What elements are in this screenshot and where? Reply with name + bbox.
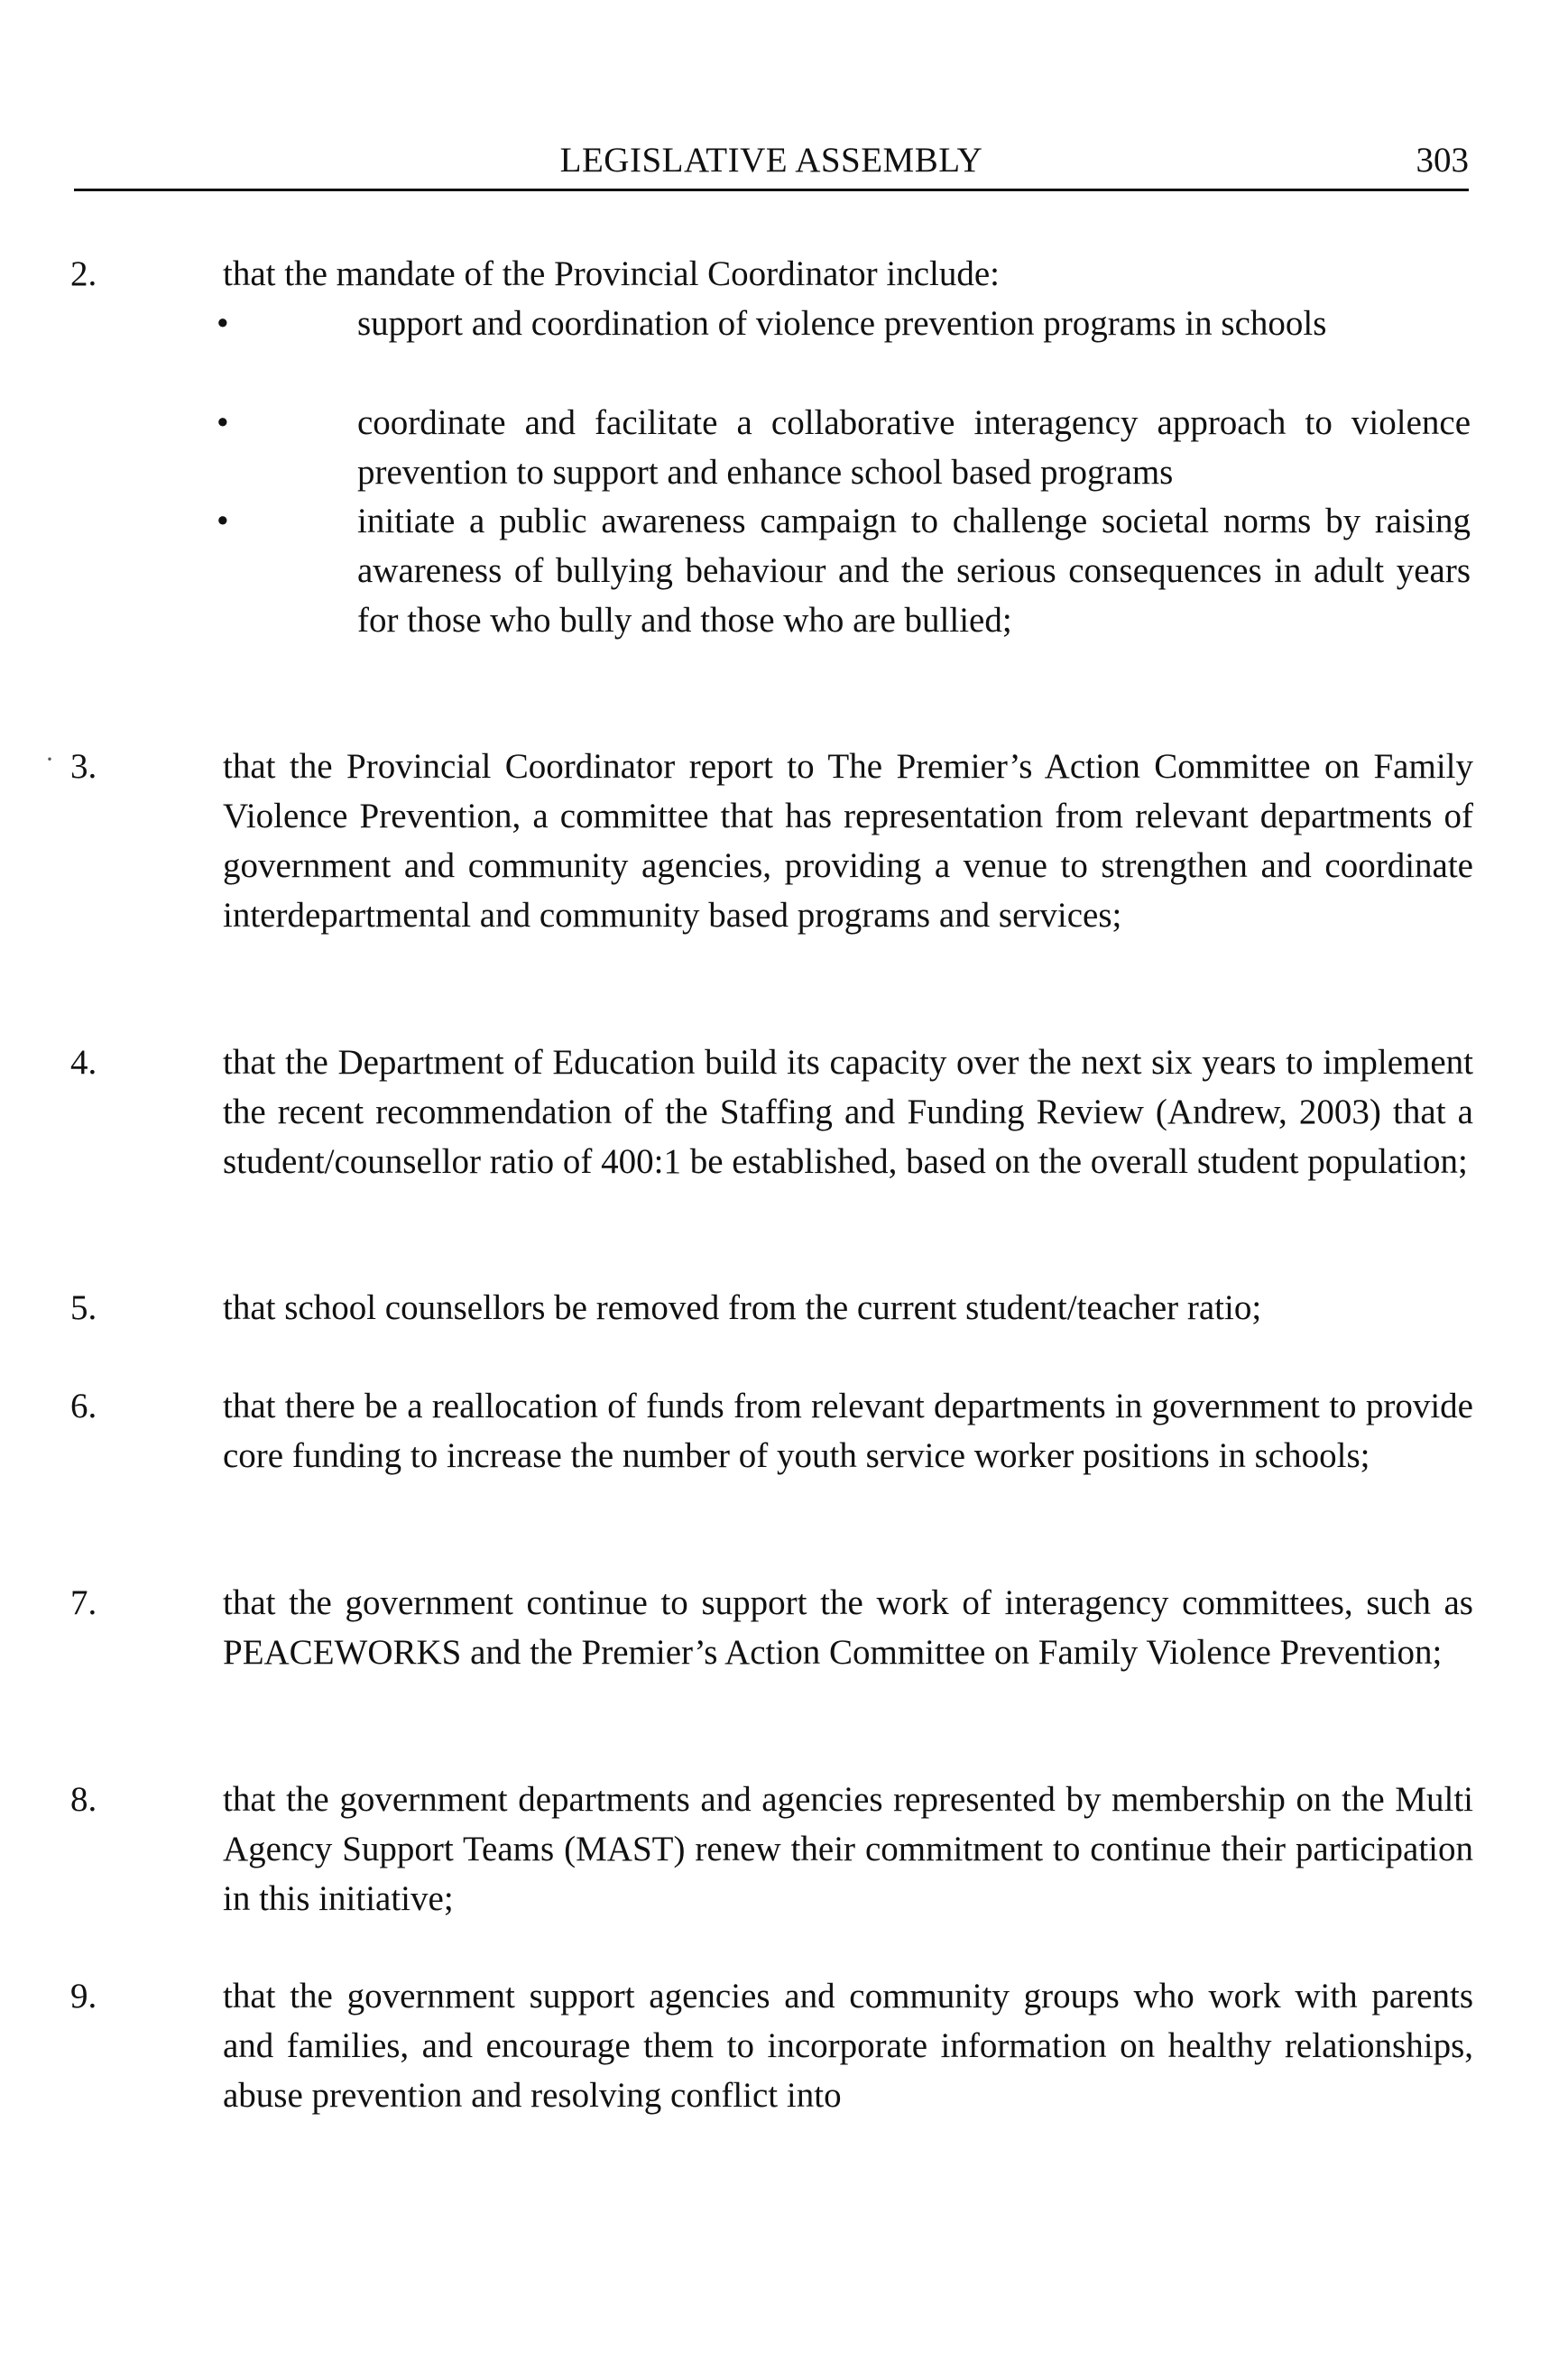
item-number: 4.	[70, 1043, 97, 1082]
item-text: that the government continue to support the work of interagency committees, such as PEACEWORKS and the Premier’s Action Committee on Family Violence Prevention;	[223, 1583, 1473, 1672]
item-text: that the government support agencies and community groups who work with parents and families, and encourage them to incorporate information on healthy relationships, abuse prevention and resolving conflict into	[223, 1977, 1473, 2115]
item-number: 5.	[70, 1288, 97, 1327]
item-text: that school counsellors be removed from the current student/teacher ratio;	[223, 1288, 1262, 1327]
item-number: 2.	[70, 254, 97, 293]
bullet-glyph: •	[217, 403, 229, 442]
item-text: that the Department of Education build its capacity over the next six years to implement the recent recommendation of the Staffing and Funding Review (Andrew, 2003) that a student/counsellor ratio of 400:1 be established, based on the overall student population;	[223, 1043, 1473, 1181]
item-text: that there be a reallocation of funds from relevant departments in government to provide core funding to increase the number of youth service worker positions in schools;	[223, 1387, 1473, 1475]
item-text: that the Provincial Coordinator report to The Premier’s Action Committee on Family Violence Prevention, a committee that has representation from relevant departments of government and community agencies, providing a venue to strengthen and coordinate interdepartmental and community based programs and services;	[223, 747, 1473, 935]
bullet-text: support and coordination of violence prevention programs in schools	[357, 304, 1327, 343]
bullet-glyph: •	[217, 502, 229, 540]
running-head-title: LEGISLATIVE ASSEMBLY	[559, 141, 983, 180]
item-text: that the government departments and agencies represented by membership on the Multi Agency Support Teams (MAST) renew their commitment to continue their participation in this initiative;	[223, 1780, 1473, 1918]
bullet-text: coordinate and facilitate a collaborative interagency approach to violence prevention to support and enhance school based programs	[357, 403, 1471, 492]
item-number: 7.	[70, 1583, 97, 1622]
bullet-glyph: •	[217, 304, 229, 343]
page-number: 303	[1416, 141, 1469, 180]
bullet-text: initiate a public awareness campaign to challenge societal norms by raising awareness of bullying behaviour and the serious consequences in adult years for those who bully and those who are bullied;	[357, 502, 1471, 640]
item-text: that the mandate of the Provincial Coordinator include:	[223, 254, 1001, 293]
margin-mark: ·	[45, 744, 54, 774]
item-number: 9.	[70, 1977, 97, 2016]
running-head	[74, 135, 1469, 186]
item-number: 6.	[70, 1387, 97, 1425]
item-number: 3.	[70, 747, 97, 786]
item-number: 8.	[70, 1780, 97, 1819]
header-rule	[74, 189, 1469, 191]
